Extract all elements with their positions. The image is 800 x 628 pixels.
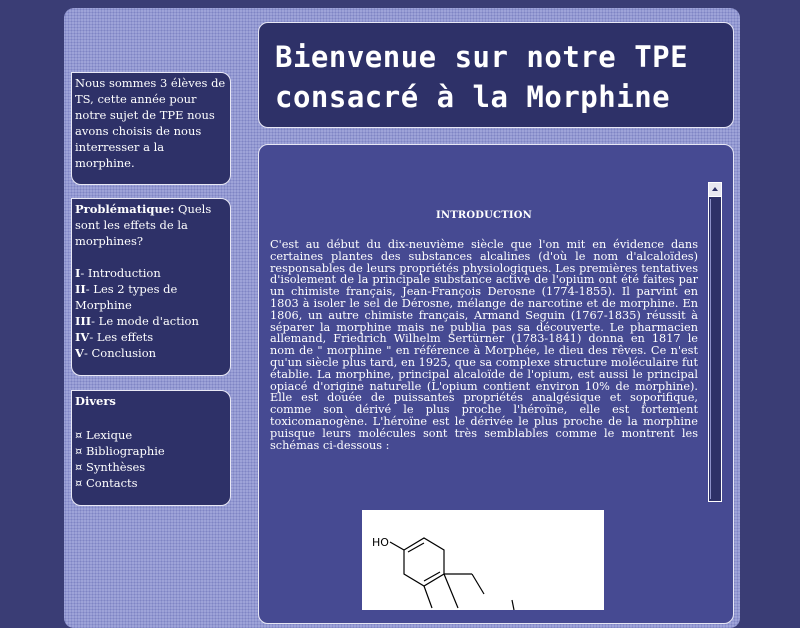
sidebar-intro-box (71, 72, 231, 185)
divers-link-contacts[interactable]: ¤ Contacts (75, 476, 138, 490)
intro-paragraph: C'est au début du dix-neuvième siècle que l'on mit en évidence dans certaines plantes des substances alcalines (d'où le nom d'alcaloïdes) responsables de leurs propriétés physiologiques. Les premières tentatives d'isolement de la principale substance active de l'opium ont été faites par un chimiste français, Jean-François Derosne (1774-1855). Il parvint en 1803 à isoler le sel de Dérosne, mélange de narcotine et de morphine. En 1806, un autre chimiste français, Armand Seguin (1767-1835) réussit à séparer la morphine mais ne publia pas sa découverte. Le pharmacien allemand, Friedrich Wilhelm Sertürner (1783-1841) donna en 1817 le nom de " morphine " en référence à Morphée, le dieu des rêves. Ce n'est qu'un siècle plus tard, en 1925, que sa complexe structure moléculaire fut établie. La morphine, principal alcaloïde de l'opium, est aussi le principal opiacé d'origine naturelle (L'opium contient environ 10% de morphine). Elle est douée de puissantes propriétés analgésique et soporifique, comme son dérivé le plus proche l'héroïne, elle est fortement toxicomanogène. L'héroïne est le dérivée le plus proche de la morphine puisque leurs molécules sont très semblables comme le montrent les schémas ci-dessous : (270, 238, 698, 452)
morphine-molecule-image (362, 510, 604, 610)
title-line-2: consacré à la Morphine (275, 80, 671, 114)
plan-item-effets[interactable]: IV- Les effets (75, 330, 154, 344)
divers-heading: Divers (75, 394, 116, 408)
divers-link-bibliographie[interactable]: ¤ Bibliographie (75, 444, 165, 458)
sidebar-intro-text: Nous sommes 3 élèves de TS, cette année pour notre sujet de TPE nous avons choisis de nous interresser a la morphine. (75, 76, 226, 170)
page-title (258, 22, 734, 128)
sidebar-problematique-box (71, 198, 231, 376)
plan-list (75, 265, 227, 361)
sidebar-divers-box (71, 390, 231, 506)
divers-link-lexique[interactable]: ¤ Lexique (75, 428, 133, 442)
plan-item-mode-action[interactable]: III- Le mode d'action (75, 314, 199, 328)
scroll-thumb[interactable] (710, 199, 721, 499)
plan-item-types[interactable]: II- Les 2 types de Morphine (75, 282, 178, 312)
content-scrollbar[interactable] (708, 182, 722, 502)
molecule-ho-label: HO (372, 536, 389, 549)
scroll-up-arrow-icon[interactable] (709, 183, 721, 197)
title-line-1: Bienvenue sur notre TPE (275, 40, 689, 74)
plan-item-introduction[interactable]: I- Introduction (75, 266, 161, 280)
plan-item-conclusion[interactable]: V- Conclusion (75, 346, 157, 360)
problematique-label: Problématique: (75, 202, 175, 216)
problematique (75, 201, 227, 249)
molecule-structure (362, 510, 604, 610)
intro-heading: INTRODUCTION (435, 210, 532, 221)
problematique-text: Quels sont les effets de la morphines? (75, 202, 212, 248)
divers-link-syntheses[interactable]: ¤ Synthèses (75, 460, 146, 474)
